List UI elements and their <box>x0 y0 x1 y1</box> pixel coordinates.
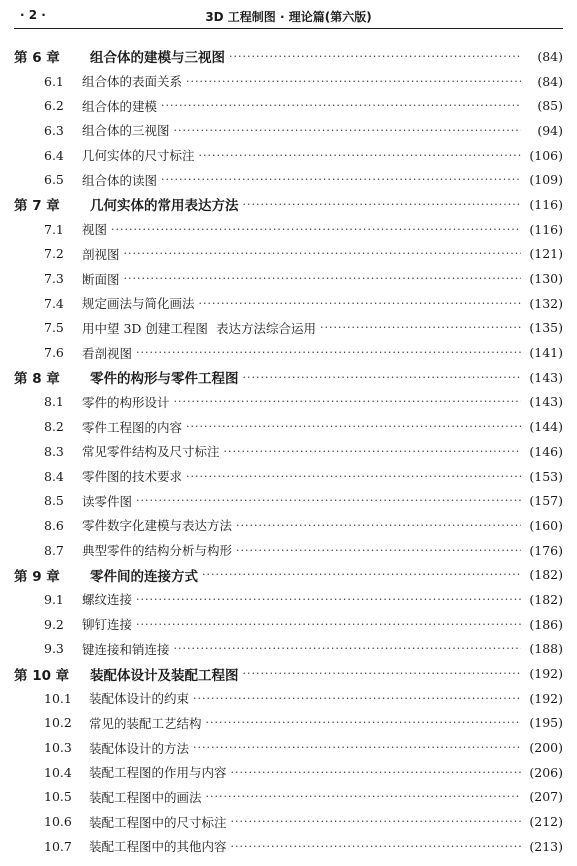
page-reference: (182) <box>529 567 563 583</box>
page-reference: (212) <box>529 814 563 830</box>
page-number: · 2 · <box>20 8 46 22</box>
section-number: 9.1 <box>44 591 64 607</box>
toc-section-entry <box>14 587 563 612</box>
dot-leader <box>124 272 521 285</box>
page-reference: (141) <box>529 345 563 361</box>
page-reference: (109) <box>529 172 563 188</box>
dot-leader <box>111 223 521 236</box>
dot-leader <box>174 124 521 137</box>
section-number: 7.4 <box>44 295 64 311</box>
page-reference: (135) <box>529 320 563 336</box>
section-title: 装配工程图中的其他内容 <box>89 839 227 855</box>
dot-leader <box>224 445 521 458</box>
dot-leader <box>231 815 521 828</box>
toc-section-entry <box>14 69 563 94</box>
section-title: 零件数字化建模与表达方法 <box>82 518 233 534</box>
chapter-title: 零件的构形与零件工程图 <box>90 371 239 388</box>
section-title: 剖视图 <box>82 246 120 262</box>
section-subtitle: 表达方法综合运用 <box>215 320 316 336</box>
toc-section-entry <box>14 316 563 341</box>
page-reference: (146) <box>529 443 563 459</box>
toc-section-entry <box>14 612 563 637</box>
section-title: 常见的装配工艺结构 <box>89 715 202 731</box>
section-title: 视图 <box>82 222 108 238</box>
page-reference: (106) <box>529 147 563 163</box>
section-number: 6.5 <box>44 172 64 188</box>
toc-section-entry <box>14 735 563 760</box>
toc-section-entry <box>14 167 563 192</box>
dot-leader <box>136 494 521 507</box>
section-title: 零件图的技术要求 <box>82 469 183 485</box>
dot-leader <box>320 321 521 334</box>
toc-section-entry <box>14 809 563 834</box>
toc-section-entry <box>14 340 563 365</box>
section-number: 10.6 <box>44 814 72 830</box>
chapter-title: 零件间的连接方式 <box>90 568 198 585</box>
page-reference: (121) <box>529 246 563 262</box>
dot-leader <box>124 247 521 260</box>
page-header <box>14 6 563 29</box>
toc-section-entry <box>14 538 563 563</box>
section-number: 7.5 <box>44 320 64 336</box>
dot-leader <box>231 766 521 779</box>
section-number: 8.6 <box>44 517 64 533</box>
section-title: 典型零件的结构分析与构形 <box>82 543 233 559</box>
page-reference: (144) <box>529 419 563 435</box>
section-number: 10.1 <box>44 690 72 706</box>
dot-leader <box>186 420 521 433</box>
table-of-contents <box>14 44 563 859</box>
page-reference: (132) <box>529 295 563 311</box>
section-title: 组合体的建模 <box>82 98 158 114</box>
toc-section-entry <box>14 118 563 143</box>
toc-section-entry <box>14 93 563 118</box>
dot-leader <box>243 371 522 384</box>
toc-section-entry <box>14 637 563 662</box>
dot-leader <box>136 593 521 606</box>
dot-leader <box>136 618 521 631</box>
page-reference: (192) <box>529 666 563 682</box>
section-title: 装配工程图中的尺寸标注 <box>89 814 227 830</box>
toc-section-entry <box>14 439 563 464</box>
chapter-number: 第 7 章 <box>14 198 60 215</box>
section-number: 6.3 <box>44 122 64 138</box>
section-number: 9.3 <box>44 641 64 657</box>
section-title: 螺纹连接 <box>82 592 133 608</box>
section-title: 零件的构形设计 <box>82 394 170 410</box>
dot-leader <box>161 173 521 186</box>
toc-section-entry <box>14 760 563 785</box>
toc-section-entry <box>14 414 563 439</box>
dot-leader <box>243 198 522 211</box>
dot-leader <box>231 840 521 853</box>
toc-chapter-entry <box>14 192 563 217</box>
page-reference: (195) <box>529 715 563 731</box>
section-number: 10.3 <box>44 740 72 756</box>
dot-leader <box>206 790 521 803</box>
dot-leader <box>174 395 521 408</box>
section-number: 10.7 <box>44 838 72 854</box>
toc-section-entry <box>14 217 563 242</box>
section-number: 6.4 <box>44 147 64 163</box>
page-reference: (176) <box>529 542 563 558</box>
page-reference: (85) <box>537 98 563 114</box>
dot-leader <box>186 75 521 88</box>
page-reference: (200) <box>529 740 563 756</box>
page-reference: (94) <box>537 122 563 138</box>
toc-chapter-entry <box>14 365 563 390</box>
dot-leader <box>199 297 521 310</box>
toc-section-entry <box>14 488 563 513</box>
section-title: 装配体设计的方法 <box>89 740 190 756</box>
section-number: 6.2 <box>44 98 64 114</box>
section-number: 8.3 <box>44 443 64 459</box>
page-reference: (182) <box>529 591 563 607</box>
section-title: 装配体设计的约束 <box>89 691 190 707</box>
dot-leader <box>229 50 521 63</box>
section-title: 组合体的三视图 <box>82 123 170 139</box>
section-number: 8.1 <box>44 394 64 410</box>
section-title: 组合体的读图 <box>82 172 158 188</box>
section-number: 8.5 <box>44 493 64 509</box>
dot-leader <box>193 741 521 754</box>
toc-section-entry <box>14 711 563 736</box>
dot-leader <box>236 544 521 557</box>
dot-leader <box>199 149 521 162</box>
chapter-title: 几何实体的常用表达方法 <box>90 198 239 215</box>
toc-section-entry <box>14 143 563 168</box>
dot-leader <box>236 519 521 532</box>
page-reference: (207) <box>529 789 563 805</box>
section-number: 8.7 <box>44 542 64 558</box>
toc-section-entry <box>14 464 563 489</box>
section-title: 组合体的表面关系 <box>82 74 183 90</box>
page-reference: (213) <box>529 838 563 854</box>
chapter-title: 装配体设计及装配工程图 <box>90 667 239 684</box>
dot-leader <box>193 692 521 705</box>
section-title: 几何实体的尺寸标注 <box>82 148 195 164</box>
section-number: 9.2 <box>44 616 64 632</box>
section-number: 10.2 <box>44 715 72 731</box>
dot-leader <box>202 568 521 581</box>
section-number: 8.2 <box>44 419 64 435</box>
page-reference: (84) <box>537 73 563 89</box>
toc-section-entry <box>14 513 563 538</box>
page-reference: (116) <box>529 196 563 212</box>
chapter-number: 第 6 章 <box>14 50 60 67</box>
toc-section-entry <box>14 390 563 415</box>
running-title: 3D 工程制图 · 理论篇(第六版) <box>205 10 372 24</box>
section-title: 常见零件结构及尺寸标注 <box>82 444 220 460</box>
section-title: 键连接和销连接 <box>82 641 170 657</box>
toc-section-entry <box>14 686 563 711</box>
section-number: 7.1 <box>44 221 64 237</box>
section-title: 铆钉连接 <box>82 617 133 633</box>
chapter-number: 第 9 章 <box>14 568 60 585</box>
section-title: 零件工程图的内容 <box>82 419 183 435</box>
page-reference: (160) <box>529 517 563 533</box>
section-number: 7.3 <box>44 271 64 287</box>
section-number: 10.4 <box>44 764 72 780</box>
section-title: 装配工程图中的画法 <box>89 789 202 805</box>
section-number: 7.6 <box>44 345 64 361</box>
toc-section-entry <box>14 291 563 316</box>
page-reference: (186) <box>529 616 563 632</box>
toc-section-entry <box>14 785 563 810</box>
page-reference: (157) <box>529 493 563 509</box>
page-reference: (206) <box>529 764 563 780</box>
section-number: 6.1 <box>44 73 64 89</box>
section-title: 用中望 3D 创建工程图 <box>82 320 208 336</box>
dot-leader <box>206 716 521 729</box>
section-title: 读零件图 <box>82 493 133 509</box>
dot-leader <box>243 667 522 680</box>
page-reference: (130) <box>529 271 563 287</box>
chapter-title: 组合体的建模与三视图 <box>90 50 225 67</box>
chapter-number: 第 10 章 <box>14 667 70 684</box>
section-number: 7.2 <box>44 246 64 262</box>
page-reference: (84) <box>537 48 563 64</box>
page-reference: (143) <box>529 369 563 385</box>
page-reference: (116) <box>529 221 563 237</box>
section-title: 看剖视图 <box>82 345 133 361</box>
toc-section-entry <box>14 266 563 291</box>
toc-chapter-entry <box>14 562 563 587</box>
section-number: 8.4 <box>44 468 64 484</box>
dot-leader <box>136 346 521 359</box>
page-reference: (143) <box>529 394 563 410</box>
toc-chapter-entry <box>14 661 563 686</box>
toc-chapter-entry <box>14 44 563 69</box>
dot-leader <box>161 99 521 112</box>
section-title: 规定画法与简化画法 <box>82 296 195 312</box>
section-title: 装配工程图的作用与内容 <box>89 765 227 781</box>
toc-section-entry <box>14 834 563 859</box>
page-reference: (188) <box>529 641 563 657</box>
dot-leader <box>174 642 521 655</box>
chapter-number: 第 8 章 <box>14 371 60 388</box>
dot-leader <box>186 470 521 483</box>
toc-section-entry <box>14 242 563 267</box>
page-reference: (192) <box>529 690 563 706</box>
section-number: 10.5 <box>44 789 72 805</box>
section-title: 断面图 <box>82 271 120 287</box>
page-reference: (153) <box>529 468 563 484</box>
